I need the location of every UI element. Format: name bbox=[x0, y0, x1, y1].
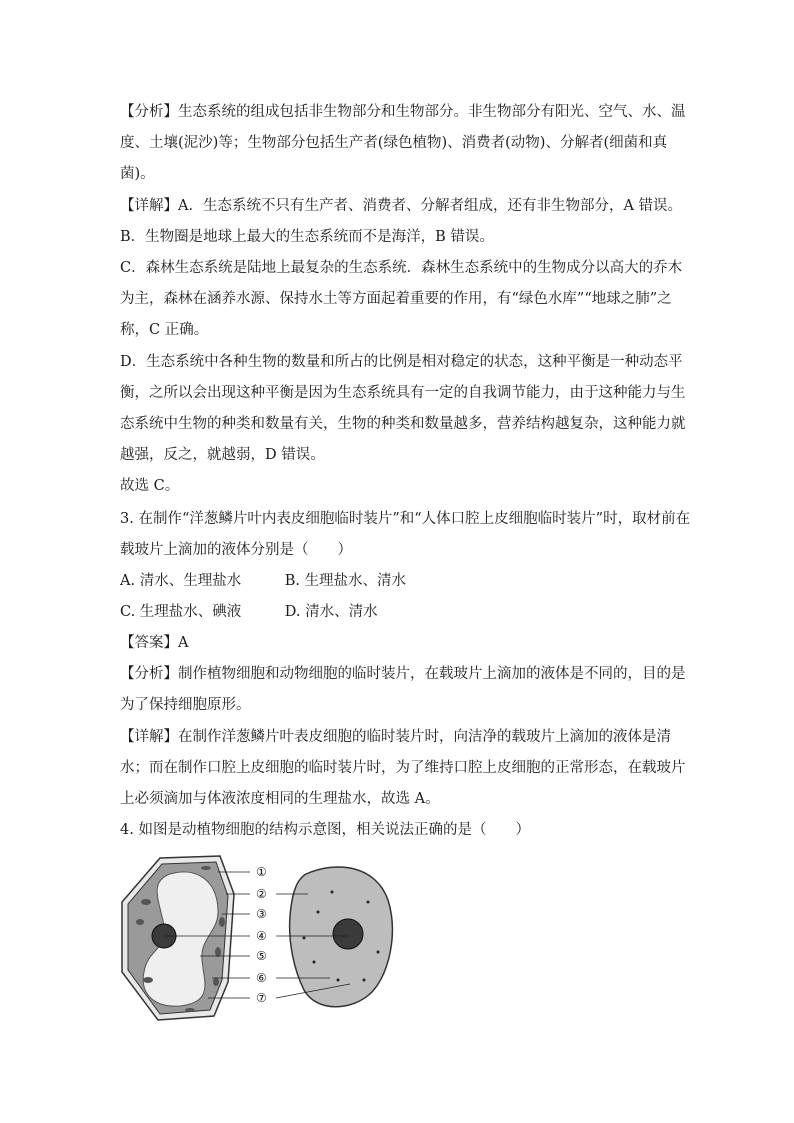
answer-line: 【答案】A bbox=[120, 635, 189, 651]
text-line: 【详解】在制作洋葱鳞片叶表皮细胞的临时装片时，向洁净的载玻片上滴加的液体是清 bbox=[120, 729, 671, 745]
question-4-stem: 4. 如图是动植物细胞的结构示意图，相关说法正确的是（ ） bbox=[120, 822, 530, 838]
label-2: ② bbox=[256, 887, 267, 901]
label-3: ③ bbox=[256, 907, 267, 921]
question-3-options: C. 生理盐水、碘液 D. 清水、清水 bbox=[120, 604, 378, 620]
cell-structure-diagram bbox=[118, 852, 408, 1024]
text-line: 【分析】制作植物细胞和动物细胞的临时装片，在载玻片上滴加的液体是不同的，目的是 bbox=[120, 666, 686, 682]
text-line: 【详解】A．生态系统不只有生产者、消费者、分解者组成，还有非生物部分，A 错误。 bbox=[120, 198, 683, 214]
text-line: 水；而在制作口腔上皮细胞的临时装片时，为了维持口腔上皮细胞的正常形态，在载玻片 bbox=[120, 760, 686, 776]
text-line: 为了保持细胞原形。 bbox=[120, 697, 251, 713]
text-line: 态系统中生物的种类和数量有关，生物的种类和数量越多，营养结构越复杂，这种能力就 bbox=[120, 416, 686, 432]
text-line: 为主，森林在涵养水源、保持水土等方面起着重要的作用，有“绿色水库”“地球之肺”之 bbox=[120, 291, 672, 307]
question-3-stem: 载玻片上滴加的液体分别是（ ） bbox=[120, 542, 352, 558]
label-6: ⑥ bbox=[256, 971, 267, 985]
plant-cell bbox=[122, 856, 234, 1020]
label-4: ④ bbox=[256, 929, 267, 943]
text-line: 越强，反之，就越弱，D 错误。 bbox=[120, 447, 325, 463]
text-line: 衡，之所以会出现这种平衡是因为生态系统具有一定的自我调节能力，由于这种能力与生 bbox=[120, 385, 686, 401]
text-line: 称，C 正确。 bbox=[120, 322, 209, 338]
text-line: B．生物圈是地球上最大的生态系统而不是海洋，B 错误。 bbox=[120, 229, 494, 245]
text-line: 上必须滴加与体液浓度相同的生理盐水，故选 A。 bbox=[120, 791, 440, 807]
label-7: ⑦ bbox=[256, 991, 267, 1005]
text-line: C．森林生态系统是陆地上最复杂的生态系统．森林生态系统中的生物成分以高大的乔木 bbox=[120, 260, 683, 276]
label-1: ① bbox=[256, 865, 267, 879]
text-line: 度、土壤(泥沙)等；生物部分包括生产者(绿色植物)、消费者(动物)、分解者(细菌和真 bbox=[120, 135, 668, 151]
label-5: ⑤ bbox=[256, 949, 267, 963]
question-3-stem: 3. 在制作“洋葱鳞片叶内表皮细胞临时装片”和“人体口腔上皮细胞临时装片”时，取材前在 bbox=[120, 511, 691, 527]
text-line: D．生态系统中各种生物的数量和所占的比例是相对稳定的状态，这种平衡是一种动态平 bbox=[120, 354, 683, 370]
text-line: 菌)。 bbox=[120, 166, 155, 182]
text-line: 【分析】生态系统的组成包括非生物部分和生物部分。非生物部分有阳光、空气、水、温 bbox=[120, 104, 686, 120]
question-3-options: A. 清水、生理盐水 B. 生理盐水、清水 bbox=[120, 573, 407, 589]
text-line: 故选 C。 bbox=[120, 478, 180, 494]
